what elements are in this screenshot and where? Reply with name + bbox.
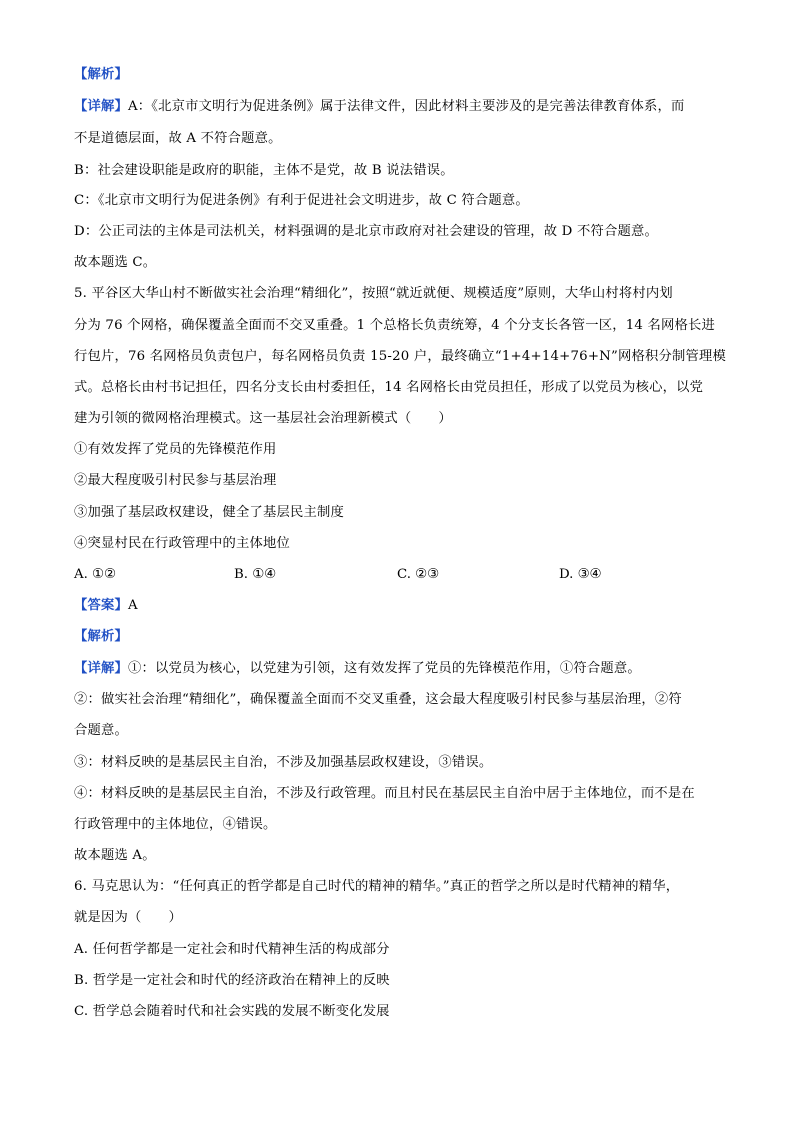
question-5-stem: 式。总格长由村书记担任，四名分支长由村委担任，14 名网格长由党员担任，形成了以党员为核心，以党 bbox=[74, 380, 704, 395]
option-d: D. ③④ bbox=[559, 567, 602, 582]
question-6-stem: 6. 马克思认为：“任何真正的哲学都是自己时代的精神的精华。”真正的哲学之所以是时代精神的精华， bbox=[74, 879, 680, 894]
text-line: ②：做实社会治理“精细化”，确保覆盖全面而不交叉重叠，这会最大程度吸引村民参与基层治理，②符 bbox=[74, 692, 682, 707]
question-5-stem: 行包片，76 名网格员负责包户，每名网格员负责 15-20 户，最终确立“1+4+14+76+N”网格积分制管理模 bbox=[74, 349, 726, 364]
statement-4: ④突显村民在行政管理中的主体地位 bbox=[74, 536, 290, 551]
section-heading-analysis bbox=[74, 65, 724, 85]
text-line: ③：材料反映的是基层民主自治，不涉及加强基层政权建设，③错误。 bbox=[74, 755, 493, 770]
analysis-tag: 【解析】 bbox=[74, 629, 128, 644]
q6-option-c: C. 哲学总会随着时代和社会实践的发展不断变化发展 bbox=[74, 1004, 390, 1019]
answer-tag: 【答案】 bbox=[74, 598, 128, 613]
option-c: C. ②③ bbox=[397, 567, 439, 582]
statement-1: ①有效发挥了党员的先锋模范作用 bbox=[74, 442, 277, 457]
section-heading-analysis bbox=[74, 627, 724, 647]
text-line: 行政管理中的主体地位，④错误。 bbox=[74, 817, 277, 832]
question-6-stem: 就是因为（ ） bbox=[74, 910, 182, 925]
text-line: C：《北京市文明行为促进条例》有利于促进社会文明进步，故 C 符合题意。 bbox=[74, 193, 529, 208]
q6-option-b: B. 哲学是一定社会和时代的经济政治在精神上的反映 bbox=[74, 973, 390, 988]
analysis-tag: 【解析】 bbox=[74, 67, 128, 82]
text-line: ④：材料反映的是基层民主自治，不涉及行政管理。而且村民在基层民主自治中居于主体地位，而不是在 bbox=[74, 786, 695, 801]
q6-option-a: A. 任何哲学都是一定社会和时代精神生活的构成部分 bbox=[74, 942, 390, 957]
question-5-stem: 建为引领的微网格治理模式。这一基层社会治理新模式（ ） bbox=[74, 411, 452, 426]
text-line: 【详解】①：以党员为核心，以党建为引领，这有效发挥了党员的先锋模范作用，①符合题意。 bbox=[74, 661, 641, 676]
question-5-stem: 分为 76 个网格，确保覆盖全面而不交叉重叠。1 个总格长负责统筹，4 个分支长各管一区，14 名网格长进 bbox=[74, 318, 715, 333]
text-line: 【详解】A：《北京市文明行为促进条例》属于法律文件，因此材料主要涉及的是完善法律教育体系，而 bbox=[74, 99, 685, 114]
text-line: 故本题选 C。 bbox=[74, 255, 157, 270]
statement-3: ③加强了基层政权建设，健全了基层民主制度 bbox=[74, 505, 344, 520]
question-5-options bbox=[74, 565, 724, 585]
answer-line: 【答案】A bbox=[74, 598, 138, 613]
detail-tag: 【详解】 bbox=[74, 661, 128, 676]
text-line: 合题意。 bbox=[74, 723, 128, 738]
detail-tag: 【详解】 bbox=[74, 99, 128, 114]
text-line: B：社会建设职能是政府的职能，主体不是党，故 B 说法错误。 bbox=[74, 163, 454, 178]
question-5-stem: 5. 平谷区大华山村不断做实社会治理“精细化”，按照“就近就便、规模适度”原则，大华山村将村内划 bbox=[74, 286, 673, 301]
option-a: A. ①② bbox=[74, 567, 116, 582]
text-line: 不是道德层面，故 A 不符合题意。 bbox=[74, 131, 282, 146]
text-line: D：公正司法的主体是司法机关，材料强调的是北京市政府对社会建设的管理，故 D 不符合题意。 bbox=[74, 224, 658, 239]
statement-2: ②最大程度吸引村民参与基层治理 bbox=[74, 473, 277, 488]
text-line: 故本题选 A。 bbox=[74, 848, 156, 863]
option-b: B. ①④ bbox=[234, 567, 277, 582]
